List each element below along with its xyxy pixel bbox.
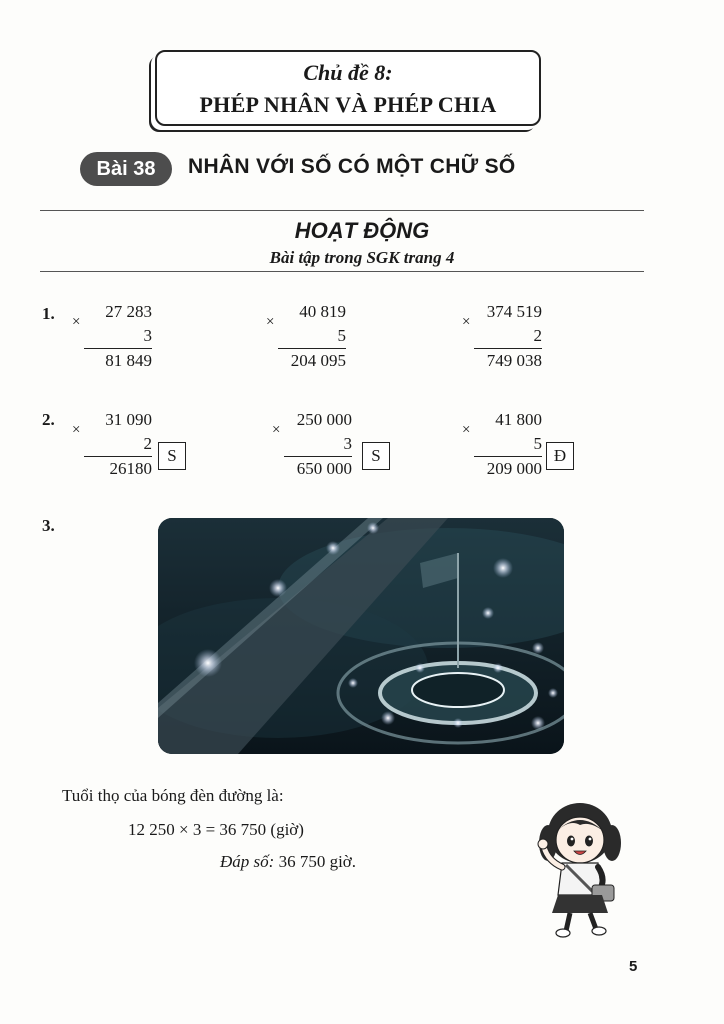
ex1-problem-2 — [266, 302, 346, 382]
multiplier: 2 — [533, 326, 542, 345]
multiplier: 2 — [143, 434, 152, 453]
product: 204 095 — [290, 351, 346, 370]
ex3-statement: Tuổi thọ của bóng đèn đường là: — [62, 786, 284, 805]
ex2-problem-1 — [72, 410, 152, 490]
product: 209 000 — [486, 459, 542, 478]
multiplicand: 31 090 — [105, 410, 152, 429]
ex3-answer — [220, 852, 356, 872]
night-street-lights-photo — [158, 518, 564, 754]
ex1-problem-3 — [462, 302, 542, 382]
ex2-problem-2 — [272, 410, 352, 490]
exercise-1-number: 1. — [42, 304, 55, 323]
lesson-badge: Bài 38 — [80, 152, 172, 186]
chapter-label: Chủ đề 8: — [303, 60, 393, 85]
multiplicand: 27 283 — [105, 302, 152, 321]
ex2-mark-2: S — [362, 442, 390, 470]
multiplier: 5 — [533, 434, 542, 453]
ex2-problem-3 — [462, 410, 542, 490]
multiply-sign: × — [72, 314, 81, 330]
exercise-2-number: 2. — [42, 410, 55, 429]
ex1-problem-1 — [72, 302, 152, 382]
divider-top — [40, 210, 644, 211]
ex2-mark-3: Đ — [546, 442, 574, 470]
section-title: HOẠT ĐỘNG — [294, 218, 430, 243]
answer-value: 36 750 giờ. — [274, 852, 357, 871]
result-line — [284, 456, 352, 457]
multiply-sign: × — [462, 422, 471, 438]
page-number: 5 — [629, 958, 638, 975]
multiplicand: 41 800 — [495, 410, 542, 429]
result-line — [84, 348, 152, 349]
chapter-box — [155, 50, 541, 126]
result-line — [474, 348, 542, 349]
answer-label: Đáp số: — [220, 852, 275, 871]
ex3-calculation: 12 250 × 3 = 36 750 (giờ) — [128, 820, 304, 839]
product: 26180 — [109, 459, 152, 478]
multiply-sign: × — [266, 314, 275, 330]
multiply-sign: × — [272, 422, 281, 438]
multiplier: 5 — [337, 326, 346, 345]
divider-bottom — [40, 271, 644, 272]
lesson-title: NHÂN VỚI SỐ CÓ MỘT CHỮ SỐ — [188, 155, 516, 178]
multiply-sign: × — [462, 314, 471, 330]
result-line — [84, 456, 152, 457]
multiplier: 3 — [343, 434, 352, 453]
multiplicand: 374 519 — [486, 302, 542, 321]
multiplier: 3 — [143, 326, 152, 345]
result-line — [474, 456, 542, 457]
product: 81 849 — [105, 351, 152, 370]
student-girl-illustration — [530, 795, 630, 940]
ex2-mark-1: S — [158, 442, 186, 470]
multiply-sign: × — [72, 422, 81, 438]
result-line — [278, 348, 346, 349]
section-subtitle: Bài tập trong SGK trang 4 — [269, 248, 455, 267]
multiplicand: 40 819 — [299, 302, 346, 321]
multiplicand: 250 000 — [296, 410, 352, 429]
product: 749 038 — [486, 351, 542, 370]
chapter-title: PHÉP NHÂN VÀ PHÉP CHIA — [199, 92, 497, 117]
exercise-3-number: 3. — [42, 516, 55, 535]
product: 650 000 — [296, 459, 352, 478]
